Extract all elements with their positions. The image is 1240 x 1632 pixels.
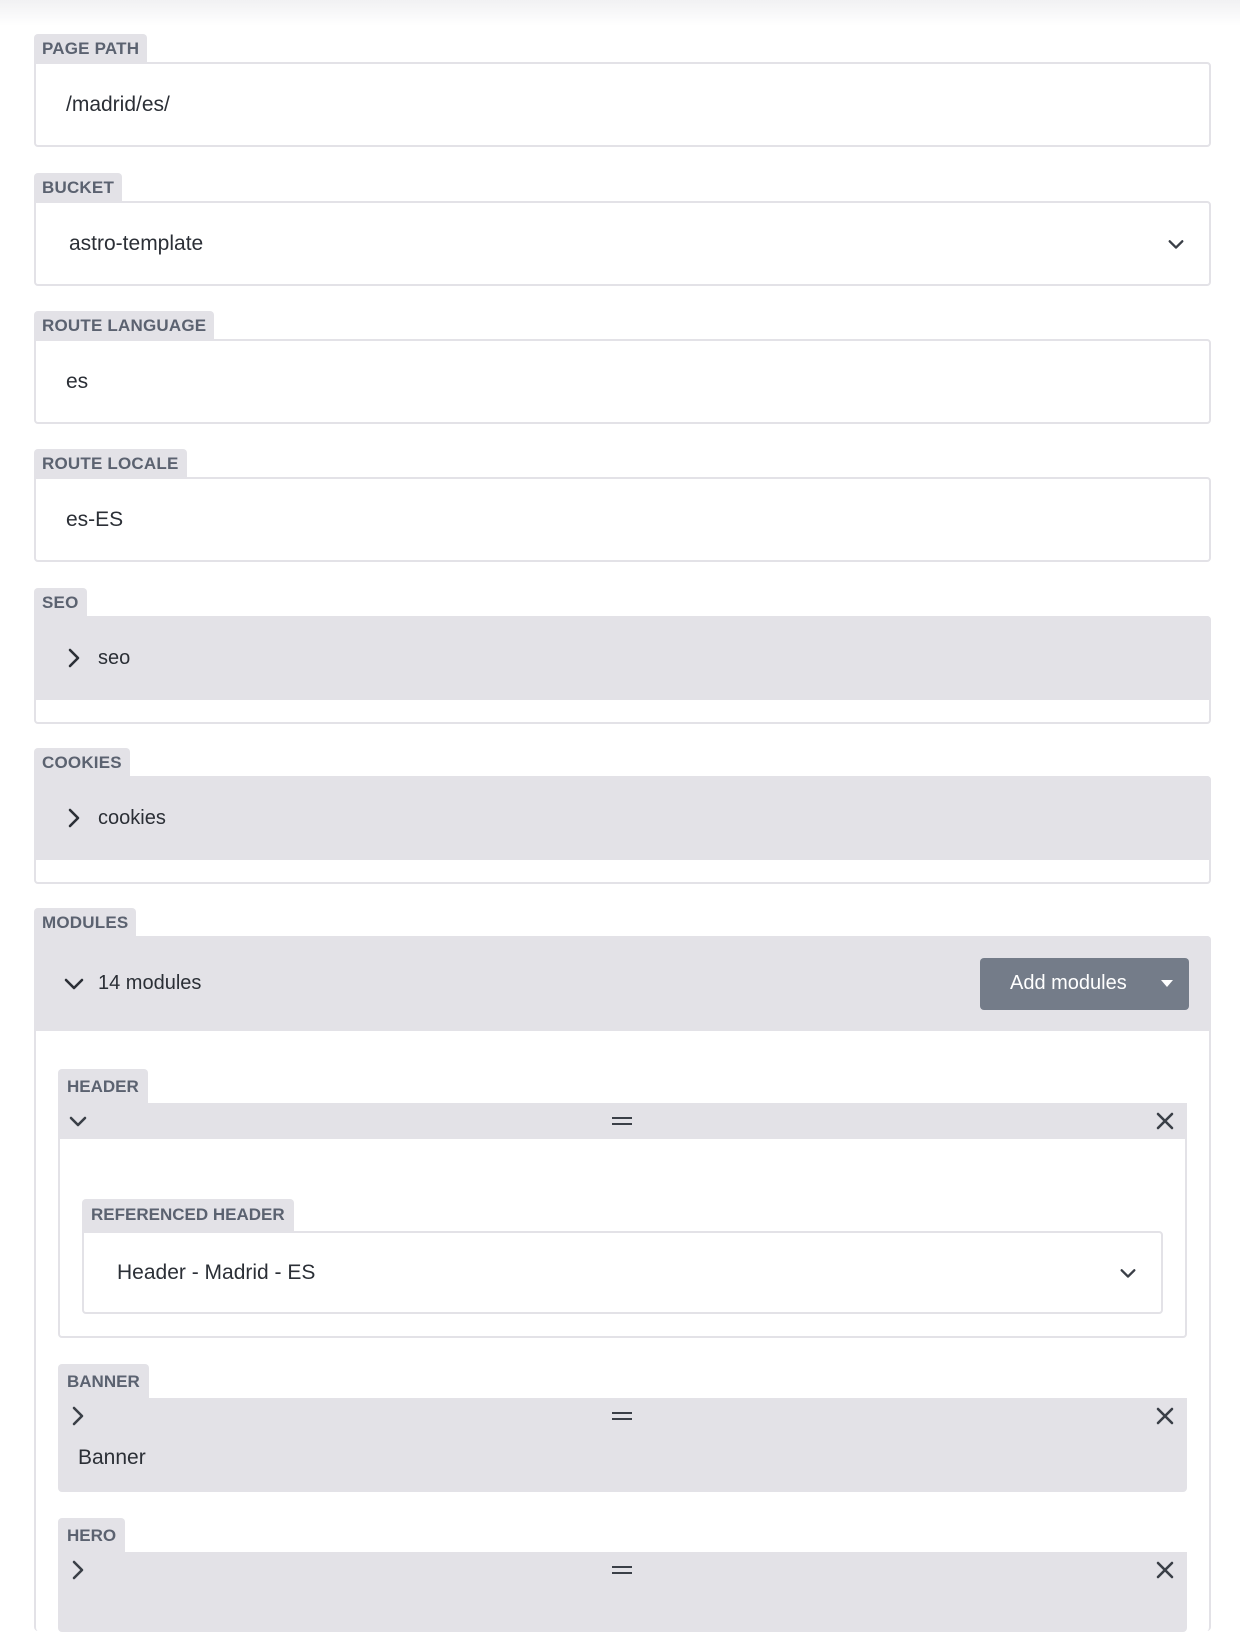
bucket-select-value: astro-template (69, 231, 204, 255)
drag-handle-icon[interactable] (611, 1564, 633, 1576)
top-shadow (0, 0, 1240, 26)
module-banner (58, 1364, 1187, 1492)
page-path-label: PAGE PATH (34, 34, 147, 62)
drag-handle-icon[interactable] (611, 1115, 633, 1127)
modules-list (36, 1031, 1209, 1631)
route-language-label: ROUTE LANGUAGE (34, 311, 214, 339)
modules-panel (34, 936, 1211, 1631)
cookies-summary: cookies (98, 806, 166, 829)
module-label: BANNER (58, 1364, 149, 1398)
referenced-header-select[interactable] (82, 1231, 1163, 1314)
cookies-panel (34, 776, 1211, 884)
route-locale-field (34, 449, 1211, 562)
add-modules-label: Add modules (1010, 972, 1127, 994)
cookies-label: COOKIES (34, 748, 130, 776)
seo-label: SEO (34, 588, 87, 616)
modules-field (34, 908, 1211, 1631)
modules-toggle[interactable] (64, 972, 201, 995)
bucket-field (34, 173, 1211, 286)
chevron-down-icon (1119, 1264, 1137, 1282)
page-path-input[interactable]: /madrid/es/ (34, 62, 1211, 147)
cookies-toggle[interactable] (34, 776, 1211, 860)
chevron-down-icon[interactable] (68, 1111, 88, 1131)
route-language-input[interactable]: es (34, 339, 1211, 424)
chevron-right-icon (64, 648, 84, 668)
close-icon[interactable] (1155, 1111, 1175, 1131)
seo-toggle[interactable] (34, 616, 1211, 700)
modules-header (34, 936, 1211, 1031)
seo-summary: seo (98, 646, 131, 669)
caret-down-icon (1161, 980, 1173, 987)
drag-handle-icon[interactable] (611, 1410, 633, 1422)
modules-label: MODULES (34, 908, 136, 936)
module-hero (58, 1518, 1187, 1632)
module-bar (58, 1552, 1187, 1588)
seo-field (34, 588, 1211, 724)
module-label: HEADER (58, 1069, 148, 1103)
close-icon[interactable] (1155, 1406, 1175, 1426)
bucket-select[interactable] (34, 201, 1211, 286)
route-locale-label: ROUTE LOCALE (34, 449, 187, 477)
cookies-field (34, 748, 1211, 884)
seo-panel (34, 616, 1211, 724)
module-label: HERO (58, 1518, 125, 1552)
chevron-down-icon (64, 974, 84, 994)
route-locale-input[interactable]: es-ES (34, 477, 1211, 562)
chevron-right-icon[interactable] (68, 1406, 88, 1426)
bucket-label: BUCKET (34, 173, 122, 201)
referenced-header-label: REFERENCED HEADER (82, 1199, 294, 1231)
modules-summary: 14 modules (98, 972, 202, 994)
module-title: Banner (78, 1446, 146, 1469)
page-path-field (34, 34, 1211, 147)
module-bar (58, 1398, 1187, 1434)
module-card (58, 1103, 1187, 1338)
module-body (60, 1139, 1185, 1336)
referenced-header-value: Header - Madrid - ES (117, 1260, 316, 1284)
route-language-field (34, 311, 1211, 424)
chevron-right-icon (64, 808, 84, 828)
chevron-down-icon (1167, 235, 1185, 253)
module-header (58, 1069, 1187, 1338)
module-bar (58, 1103, 1187, 1139)
close-icon[interactable] (1155, 1560, 1175, 1580)
module-card (58, 1398, 1187, 1492)
chevron-right-icon[interactable] (68, 1560, 88, 1580)
module-card (58, 1552, 1187, 1632)
add-modules-button[interactable] (980, 958, 1189, 1010)
